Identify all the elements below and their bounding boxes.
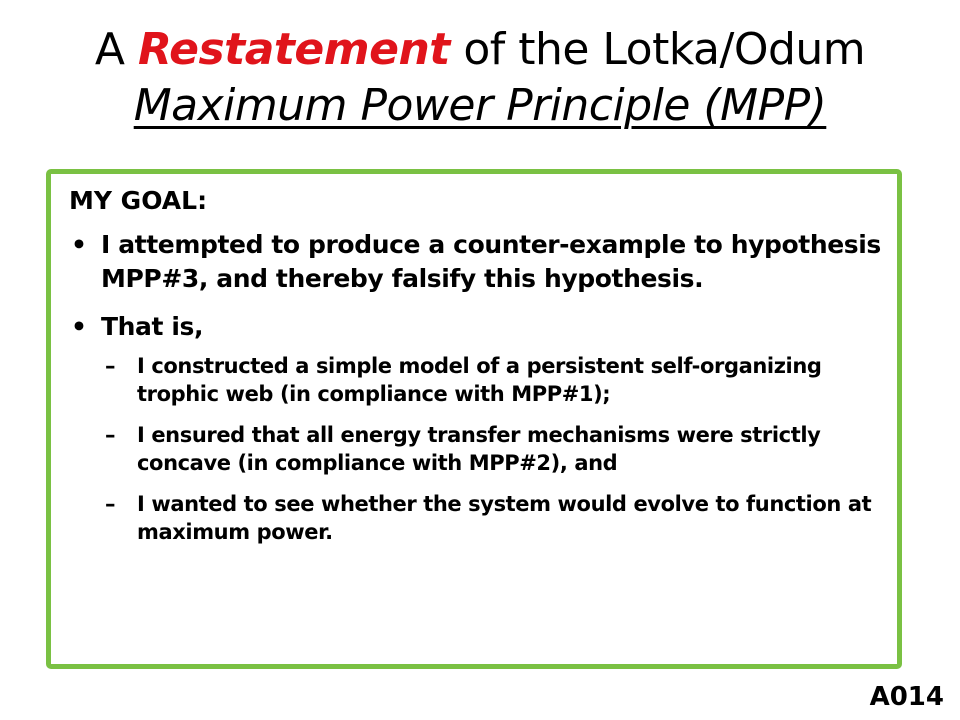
sub-list (101, 352, 885, 546)
dash-icon: – (105, 423, 116, 447)
dash-icon: – (105, 354, 116, 378)
bullet-text: That is, (101, 312, 204, 341)
goal-heading: MY GOAL: (69, 186, 208, 215)
bullet-item (69, 310, 885, 546)
title-prefix: A (94, 24, 138, 75)
bullet-list (69, 228, 885, 546)
bullet-dot-icon: • (71, 312, 87, 341)
sub-item (105, 421, 885, 477)
sub-item (105, 352, 885, 408)
dash-icon: – (105, 492, 116, 516)
slide-code: A014 (869, 682, 944, 712)
bullet-item (69, 228, 885, 296)
sub-item-text: I constructed a simple model of a persistent self-organizing trophic web (in compliance with MPP#1); (137, 354, 822, 406)
slide-title (0, 22, 960, 134)
sub-item (105, 490, 885, 546)
content-box (46, 169, 902, 669)
title-suffix: of the Lotka/Odum (449, 24, 866, 75)
bullet-text: I attempted to produce a counter-example to hypothesis MPP#3, and thereby falsify this hypothesis. (101, 230, 881, 293)
sub-item-text: I ensured that all energy transfer mechanisms were strictly concave (in compliance with MPP#2), and (137, 423, 821, 475)
bullet-dot-icon: • (71, 230, 87, 259)
title-line-2: Maximum Power Principle (MPP) (133, 80, 827, 131)
title-emphasis: Restatement (137, 24, 450, 75)
title-line-1 (0, 22, 960, 78)
sub-item-text: I wanted to see whether the system would evolve to function at maximum power. (137, 492, 872, 544)
